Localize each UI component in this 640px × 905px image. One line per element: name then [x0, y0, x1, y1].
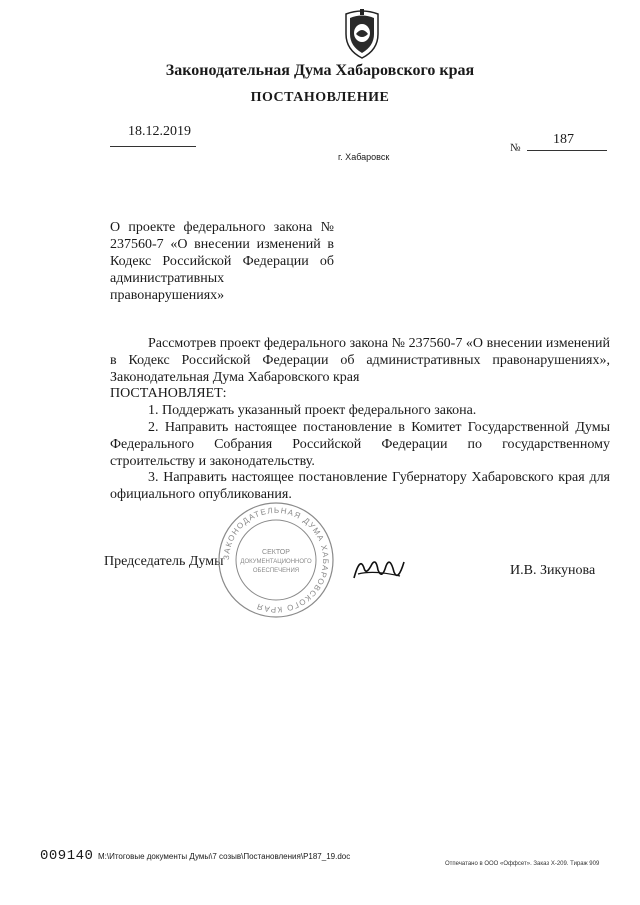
number-underline — [527, 150, 607, 151]
organization-title: Законодательная Дума Хабаровского края — [165, 62, 475, 79]
document-type: ПОСТАНОВЛЕНИЕ — [250, 90, 390, 105]
preamble: Рассмотрев проект федерального закона № 237560-7 «О внесении изменений в Кодекс Российской Федерации об административных правонарушениях», Законодательная Дума Хабаровского края — [110, 336, 610, 385]
stamp-ring-text: ЗАКОНОДАТЕЛЬНАЯ ДУМА ХАБАРОВСКОГО КРАЯ — [221, 505, 331, 615]
stamp-line-2: ДОКУМЕНТАЦИОННОГО — [240, 559, 312, 565]
official-stamp — [216, 500, 336, 620]
stamp-line-3: ОБЕСПЕЧЕНИЯ — [252, 568, 300, 574]
coat-of-arms-icon — [340, 8, 384, 60]
document-code: 009140 — [40, 848, 94, 864]
signer-name: И.В. Зикунова — [510, 563, 596, 578]
file-path: M:\Итоговые документы Думы\7 созыв\Постановления\P187_19.doc — [98, 852, 351, 861]
signer-position: Председатель Думы — [104, 554, 224, 569]
document-date: 18.12.2019 — [128, 124, 191, 139]
handwritten-signature — [350, 550, 410, 590]
resolves-label: ПОСТАНОВЛЯЕТ: — [110, 386, 227, 402]
document-number: 187 — [553, 132, 574, 147]
resolution-item-1: 1. Поддержать указанный проект федерального закона. — [148, 403, 477, 419]
stamp-line-1: СЕКТОР — [262, 549, 290, 556]
city-label: г. Хабаровск — [338, 152, 390, 162]
document-subject: О проекте федерального закона № 237560-7 «О внесении изменений в Кодекс Российской Федерации об административных правонарушениях» — [110, 220, 334, 303]
print-info: Отпечатано в ООО «Оффсет». Заказ Х-209. Тираж 909 — [445, 861, 600, 867]
number-sign: № — [510, 142, 521, 154]
resolution-item-2: 2. Направить настоящее постановление в Комитет Государственной Думы Федерального Собрания Российской Федерации по государственному строительству и законодательству. — [110, 419, 610, 469]
document-body — [110, 336, 610, 504]
date-underline — [110, 146, 196, 147]
resolution-item-3: 3. Направить настоящее постановление Губернатору Хабаровского края для официального опубликования. — [110, 470, 610, 503]
